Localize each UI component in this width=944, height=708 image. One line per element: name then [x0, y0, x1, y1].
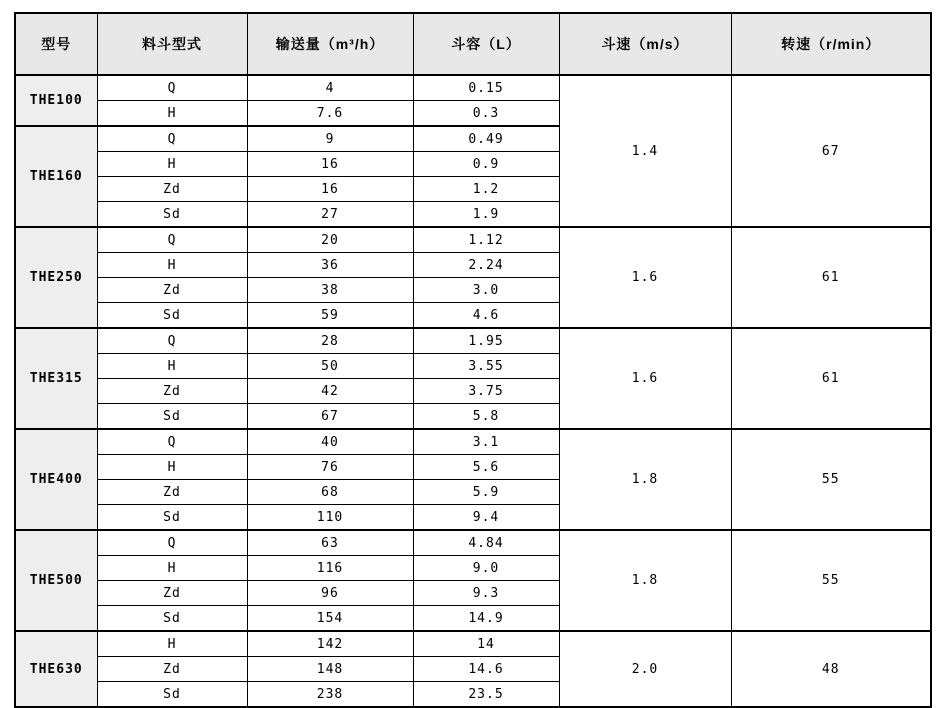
col-header-rotation-speed: 转速（r/min） [731, 13, 931, 75]
bucket-volume-cell: 5.8 [413, 404, 559, 430]
col-header-hopper-type: 料斗型式 [97, 13, 247, 75]
hopper-type-cell: H [97, 253, 247, 278]
capacity-cell: 96 [247, 581, 413, 606]
table-row [15, 429, 931, 455]
bucket-volume-cell: 0.3 [413, 101, 559, 127]
capacity-cell: 63 [247, 530, 413, 556]
table-row [15, 631, 931, 657]
capacity-cell: 68 [247, 480, 413, 505]
bucket-volume-cell: 3.55 [413, 354, 559, 379]
hopper-type-cell: Sd [97, 606, 247, 632]
capacity-cell: 27 [247, 202, 413, 228]
bucket-volume-cell: 3.75 [413, 379, 559, 404]
hopper-type-cell: H [97, 152, 247, 177]
bucket-volume-cell: 1.2 [413, 177, 559, 202]
col-header-capacity: 输送量（m³/h） [247, 13, 413, 75]
bucket-volume-cell: 5.6 [413, 455, 559, 480]
capacity-cell: 76 [247, 455, 413, 480]
hopper-type-cell: Sd [97, 303, 247, 329]
model-cell: THE250 [15, 227, 97, 328]
capacity-cell: 154 [247, 606, 413, 632]
model-cell: THE100 [15, 75, 97, 126]
capacity-cell: 9 [247, 126, 413, 152]
hopper-type-cell: Zd [97, 177, 247, 202]
hopper-type-cell: H [97, 631, 247, 657]
bucket-volume-cell: 1.95 [413, 328, 559, 354]
col-header-bucket-speed: 斗速（m/s） [559, 13, 731, 75]
hopper-type-cell: Q [97, 328, 247, 354]
rotation-speed-cell: 61 [731, 328, 931, 429]
hopper-type-cell: H [97, 455, 247, 480]
rotation-speed-cell: 55 [731, 530, 931, 631]
bucket-speed-cell: 1.6 [559, 227, 731, 328]
spec-table [14, 12, 932, 708]
hopper-type-cell: Q [97, 429, 247, 455]
model-cell: THE500 [15, 530, 97, 631]
capacity-cell: 238 [247, 682, 413, 708]
rotation-speed-cell: 48 [731, 631, 931, 707]
capacity-cell: 7.6 [247, 101, 413, 127]
bucket-speed-cell: 2.0 [559, 631, 731, 707]
table-row [15, 75, 931, 101]
hopper-type-cell: Q [97, 126, 247, 152]
capacity-cell: 42 [247, 379, 413, 404]
bucket-volume-cell: 1.9 [413, 202, 559, 228]
bucket-speed-cell: 1.4 [559, 75, 731, 227]
capacity-cell: 4 [247, 75, 413, 101]
header-row [15, 13, 931, 75]
bucket-volume-cell: 9.3 [413, 581, 559, 606]
bucket-volume-cell: 14 [413, 631, 559, 657]
bucket-speed-cell: 1.8 [559, 429, 731, 530]
bucket-volume-cell: 3.0 [413, 278, 559, 303]
bucket-volume-cell: 14.6 [413, 657, 559, 682]
hopper-type-cell: Sd [97, 202, 247, 228]
rotation-speed-cell: 61 [731, 227, 931, 328]
capacity-cell: 142 [247, 631, 413, 657]
hopper-type-cell: Zd [97, 480, 247, 505]
col-header-bucket-volume: 斗容（L） [413, 13, 559, 75]
spec-table-body [15, 75, 931, 707]
bucket-volume-cell: 0.49 [413, 126, 559, 152]
hopper-type-cell: Sd [97, 505, 247, 531]
hopper-type-cell: Zd [97, 581, 247, 606]
bucket-volume-cell: 1.12 [413, 227, 559, 253]
hopper-type-cell: Q [97, 75, 247, 101]
capacity-cell: 67 [247, 404, 413, 430]
model-cell: THE630 [15, 631, 97, 707]
bucket-volume-cell: 14.9 [413, 606, 559, 632]
hopper-type-cell: Sd [97, 404, 247, 430]
bucket-volume-cell: 5.9 [413, 480, 559, 505]
hopper-type-cell: Zd [97, 379, 247, 404]
hopper-type-cell: Q [97, 530, 247, 556]
model-cell: THE315 [15, 328, 97, 429]
table-row [15, 328, 931, 354]
bucket-volume-cell: 23.5 [413, 682, 559, 708]
capacity-cell: 20 [247, 227, 413, 253]
bucket-volume-cell: 9.0 [413, 556, 559, 581]
hopper-type-cell: H [97, 556, 247, 581]
bucket-volume-cell: 4.84 [413, 530, 559, 556]
capacity-cell: 28 [247, 328, 413, 354]
hopper-type-cell: Sd [97, 682, 247, 708]
table-row [15, 530, 931, 556]
bucket-speed-cell: 1.6 [559, 328, 731, 429]
capacity-cell: 50 [247, 354, 413, 379]
capacity-cell: 40 [247, 429, 413, 455]
hopper-type-cell: Zd [97, 657, 247, 682]
table-row [15, 227, 931, 253]
bucket-volume-cell: 0.9 [413, 152, 559, 177]
hopper-type-cell: H [97, 354, 247, 379]
capacity-cell: 148 [247, 657, 413, 682]
capacity-cell: 36 [247, 253, 413, 278]
bucket-volume-cell: 4.6 [413, 303, 559, 329]
model-cell: THE400 [15, 429, 97, 530]
rotation-speed-cell: 67 [731, 75, 931, 227]
rotation-speed-cell: 55 [731, 429, 931, 530]
hopper-type-cell: Q [97, 227, 247, 253]
hopper-type-cell: H [97, 101, 247, 127]
col-header-model: 型号 [15, 13, 97, 75]
hopper-type-cell: Zd [97, 278, 247, 303]
capacity-cell: 38 [247, 278, 413, 303]
bucket-speed-cell: 1.8 [559, 530, 731, 631]
capacity-cell: 59 [247, 303, 413, 329]
bucket-volume-cell: 2.24 [413, 253, 559, 278]
capacity-cell: 116 [247, 556, 413, 581]
bucket-volume-cell: 0.15 [413, 75, 559, 101]
model-cell: THE160 [15, 126, 97, 227]
bucket-volume-cell: 3.1 [413, 429, 559, 455]
capacity-cell: 110 [247, 505, 413, 531]
bucket-volume-cell: 9.4 [413, 505, 559, 531]
capacity-cell: 16 [247, 152, 413, 177]
capacity-cell: 16 [247, 177, 413, 202]
